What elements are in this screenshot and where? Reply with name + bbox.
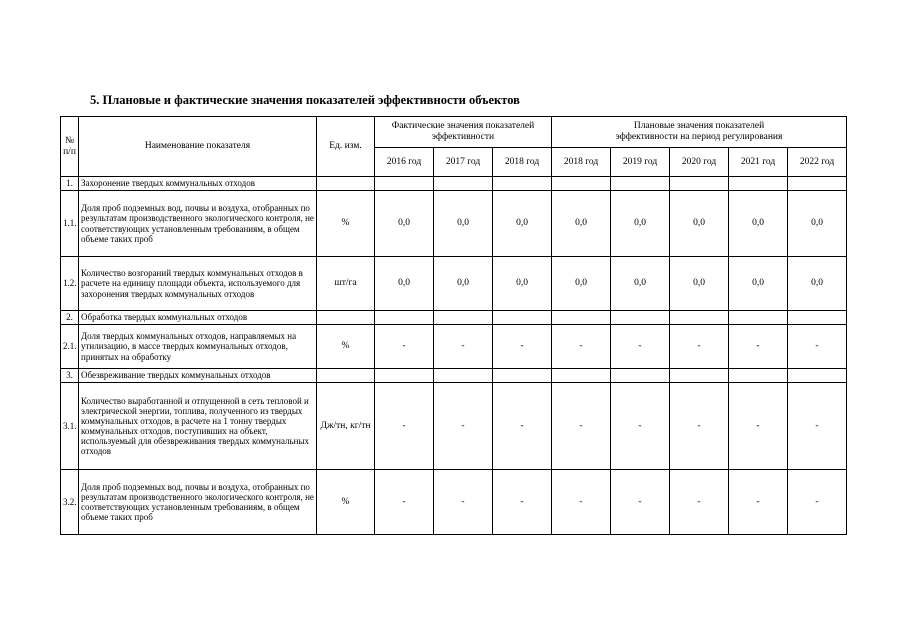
table-row bbox=[61, 257, 847, 311]
value-cell: 0,0 bbox=[788, 257, 847, 311]
value-cell: - bbox=[611, 470, 670, 535]
header-actual-group: Фактические значения показателей эффективности bbox=[375, 117, 552, 148]
row-num: 3.1. bbox=[61, 383, 79, 470]
value-cell: 0,0 bbox=[375, 257, 434, 311]
indicator-unit: % bbox=[317, 325, 375, 369]
table-row bbox=[61, 470, 847, 535]
value-cell: - bbox=[788, 383, 847, 470]
value-cell: - bbox=[434, 470, 493, 535]
document-title: 5. Плановые и фактические значения показателей эффективности объектов bbox=[90, 93, 520, 107]
value-cell: - bbox=[434, 383, 493, 470]
efficiency-indicators-table bbox=[60, 116, 847, 535]
row-num: 2. bbox=[61, 311, 79, 325]
header-actual-year: 2018 год bbox=[493, 148, 552, 177]
header-name: Наименование показателя bbox=[79, 117, 317, 177]
indicator-name: Доля твердых коммунальных отходов, направляемых на утилизацию, в массе твердых коммунальных отходов, принятых на обработку bbox=[79, 325, 317, 369]
row-num: 2.1. bbox=[61, 325, 79, 369]
row-num: 3.2. bbox=[61, 470, 79, 535]
value-cell: - bbox=[552, 470, 611, 535]
value-cell: - bbox=[375, 325, 434, 369]
row-num: 1. bbox=[61, 177, 79, 191]
value-cell: - bbox=[788, 325, 847, 369]
value-cell: - bbox=[611, 383, 670, 470]
header-planned-group: Плановые значения показателей эффективности на период регулирования bbox=[552, 117, 847, 148]
value-cell: 0,0 bbox=[493, 257, 552, 311]
value-cell: 0,0 bbox=[375, 191, 434, 257]
value-cell: - bbox=[375, 470, 434, 535]
value-cell: - bbox=[434, 325, 493, 369]
value-cell: - bbox=[552, 383, 611, 470]
value-cell: 0,0 bbox=[729, 191, 788, 257]
value-cell: - bbox=[493, 383, 552, 470]
value-cell: - bbox=[670, 383, 729, 470]
indicator-unit: % bbox=[317, 470, 375, 535]
header-planned-year: 2019 год bbox=[611, 148, 670, 177]
indicator-name: Доля проб подземных вод, почвы и воздуха, отобранных по результатам производственного экологического контроля, не соответствующих установленным требованиям, в общем объеме таких проб bbox=[79, 470, 317, 535]
value-cell: 0,0 bbox=[552, 191, 611, 257]
table-row bbox=[61, 191, 847, 257]
value-cell: - bbox=[375, 383, 434, 470]
row-num: 3. bbox=[61, 369, 79, 383]
indicator-name: Количество возгораний твердых коммунальных отходов в расчете на единицу площади объекта, используемого для захоронения твердых коммунальных отходов bbox=[79, 257, 317, 311]
row-num: 1.2. bbox=[61, 257, 79, 311]
table-row-section bbox=[61, 311, 847, 325]
header-num: № п/п bbox=[61, 117, 79, 177]
value-cell: - bbox=[670, 470, 729, 535]
value-cell: - bbox=[611, 325, 670, 369]
value-cell: 0,0 bbox=[670, 191, 729, 257]
indicator-unit: шт/га bbox=[317, 257, 375, 311]
table-row bbox=[61, 325, 847, 369]
indicator-name: Доля проб подземных вод, почвы и воздуха, отобранных по результатам производственного экологического контроля, не соответствующих установленным требованиям, в общем объеме таких проб bbox=[79, 191, 317, 257]
section-title: Обработка твердых коммунальных отходов bbox=[79, 311, 317, 325]
value-cell: - bbox=[729, 470, 788, 535]
header-actual-year: 2016 год bbox=[375, 148, 434, 177]
section-title: Обезвреживание твердых коммунальных отходов bbox=[79, 369, 317, 383]
value-cell: 0,0 bbox=[552, 257, 611, 311]
header-actual-year: 2017 год bbox=[434, 148, 493, 177]
value-cell: - bbox=[493, 470, 552, 535]
value-cell: 0,0 bbox=[434, 257, 493, 311]
row-num: 1.1. bbox=[61, 191, 79, 257]
table-row-section bbox=[61, 369, 847, 383]
value-cell: 0,0 bbox=[611, 191, 670, 257]
section-title: Захоронение твердых коммунальных отходов bbox=[79, 177, 317, 191]
indicator-name: Количество выработанной и отпущенной в сеть тепловой и электрической энергии, топлива, полученного из твердых коммунальных отходов, в расчете на 1 тонну твердых коммунальных отходов, поступивших на объект, используемый для обезвреживания твердых коммунальных отходов bbox=[79, 383, 317, 470]
value-cell: 0,0 bbox=[611, 257, 670, 311]
header-unit: Ед. изм. bbox=[317, 117, 375, 177]
value-cell: - bbox=[729, 383, 788, 470]
value-cell: 0,0 bbox=[493, 191, 552, 257]
value-cell: - bbox=[729, 325, 788, 369]
indicator-unit: Дж/тн, кг/тн bbox=[317, 383, 375, 470]
value-cell: - bbox=[552, 325, 611, 369]
value-cell: 0,0 bbox=[434, 191, 493, 257]
table-row-section bbox=[61, 177, 847, 191]
header-planned-year: 2018 год bbox=[552, 148, 611, 177]
value-cell: 0,0 bbox=[670, 257, 729, 311]
indicator-unit: % bbox=[317, 191, 375, 257]
value-cell: 0,0 bbox=[788, 191, 847, 257]
header-planned-year: 2021 год bbox=[729, 148, 788, 177]
value-cell: - bbox=[670, 325, 729, 369]
value-cell: - bbox=[788, 470, 847, 535]
value-cell: - bbox=[493, 325, 552, 369]
table-row bbox=[61, 383, 847, 470]
value-cell: 0,0 bbox=[729, 257, 788, 311]
header-planned-year: 2020 год bbox=[670, 148, 729, 177]
header-planned-year: 2022 год bbox=[788, 148, 847, 177]
